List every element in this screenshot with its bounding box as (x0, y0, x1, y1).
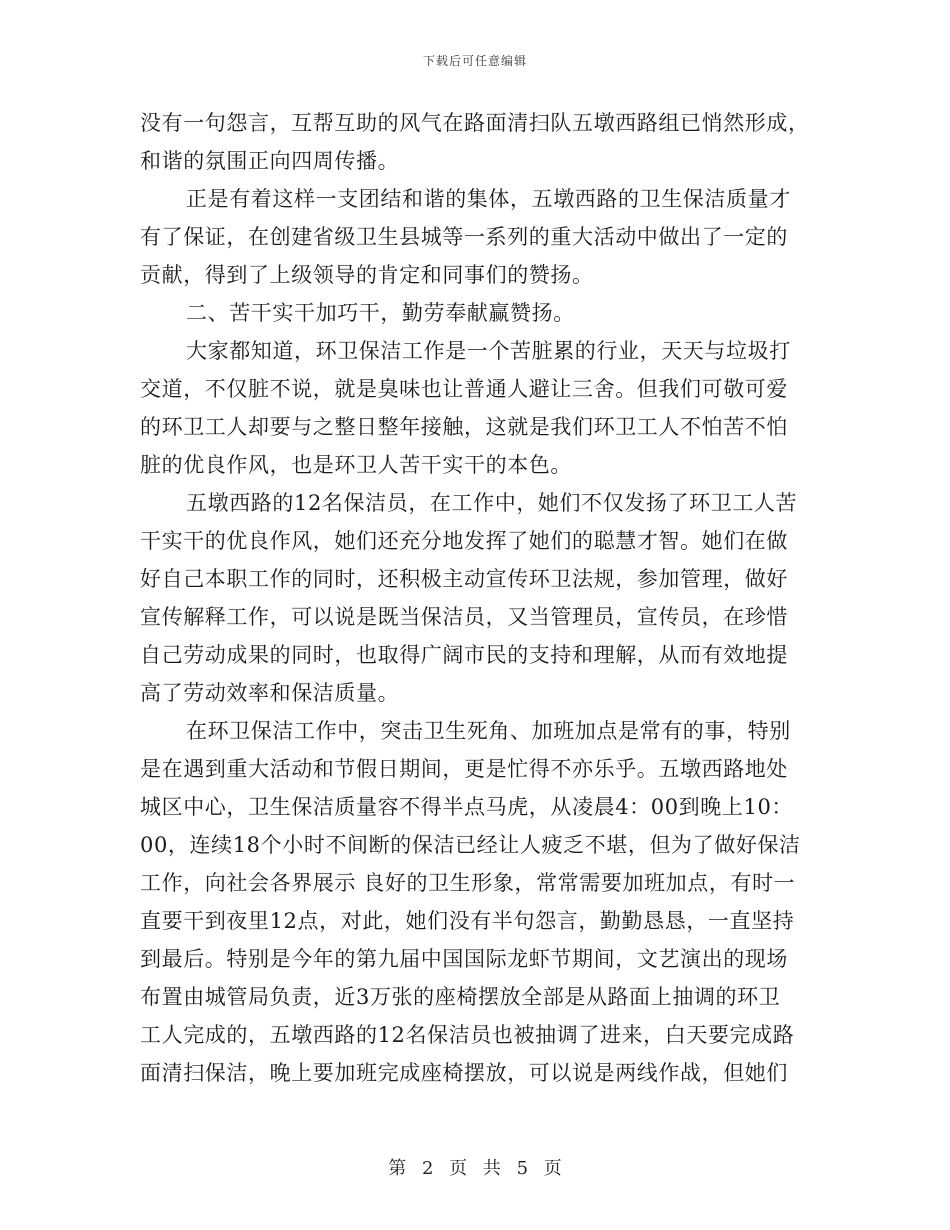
text-line: 脏的优良作风，也是环卫人苦干实干的本色。 (140, 453, 572, 477)
text-line: 面清扫保洁，晚上要加班完成座椅摆放，可以说是两线作战，但她们 (140, 1061, 788, 1085)
footer-di: 第 (388, 1158, 407, 1179)
text-line: 干实干的优良作风，她们还充分地发挥了她们的聪慧才智。她们在做 (140, 529, 788, 553)
text-line: 高了劳动效率和保洁质量。 (140, 681, 400, 705)
text-line: 贡献，得到了上级领导的肯定和同事们的赞扬。 (140, 263, 594, 287)
footer-ye: 页 (449, 1158, 468, 1179)
page-footer (0, 1154, 950, 1180)
text-line: 大家都知道，环卫保洁工作是一个苦脏累的行业，天天与垃圾打 (186, 339, 791, 363)
text-line: 好自己本职工作的同时，还积极主动宣传环卫法规，参加管理，做好 (140, 567, 788, 591)
text-line: 没有一句怨言，互帮互助的风气在路面清扫队五墩西路组已悄然形成， (140, 111, 810, 135)
text-line: 工作，向社会各界展示 良好的卫生形象，常常需要加班加点，有时一 (140, 871, 796, 895)
text-line: 直要干到夜里12点，对此，她们没有半句怨言，勤勤恳恳，一直坚持 (140, 909, 795, 933)
text-line: 城区中心，卫生保洁质量容不得半点马虎，从凌晨4：00到晚上10： (140, 795, 794, 819)
footer-ye2: 页 (543, 1158, 562, 1179)
document-body (140, 104, 810, 1092)
text-line: 五墩西路的12名保洁员，在工作中，她们不仅发扬了环卫工人苦 (186, 491, 798, 515)
footer-page-number: 2 (421, 1158, 434, 1179)
text-line: 宣传解释工作，可以说是既当保洁员，又当管理员，宣传员，在珍惜 (140, 605, 788, 629)
text-line: 在环卫保洁工作中，突击卫生死角、加班加点是常有的事，特别 (186, 719, 791, 743)
page-header-note: 下载后可任意编辑 (422, 54, 527, 68)
footer-total-pages: 5 (516, 1158, 529, 1179)
text-line: 和谐的氛围正向四周传播。 (140, 149, 400, 173)
text-line: 交道，不仅脏不说，就是臭味也让普通人避让三舍。但我们可敬可爱 (140, 377, 788, 401)
text-line: 工人完成的，五墩西路的12名保洁员也被抽调了进来，白天要完成路 (140, 1023, 795, 1047)
text-line: 有了保证，在创建省级卫生县城等一系列的重大活动中做出了一定的 (140, 225, 788, 249)
text-line: 布置由城管局负责，近3万张的座椅摆放全部是从路面上抽调的环卫 (140, 985, 781, 1009)
text-line: 00，连续18个小时不间断的保洁已经让人疲乏不堪，但为了做好保洁 (140, 833, 801, 857)
text-line: 自己劳动成果的同时，也取得广阔市民的支持和理解，从而有效地提 (140, 643, 788, 667)
text-line: 的环卫工人却要与之整日整年接触，这就是我们环卫工人不怕苦不怕 (140, 415, 788, 439)
text-line: 到最后。特别是今年的第九届中国国际龙虾节期间，文艺演出的现场 (140, 947, 788, 971)
text-line: 是在遇到重大活动和节假日期间，更是忙得不亦乐乎。五墩西路地处 (140, 757, 788, 781)
text-line: 正是有着这样一支团结和谐的集体，五墩西路的卫生保洁质量才 (186, 187, 791, 211)
footer-gong: 共 (482, 1158, 501, 1179)
text-line: 二、苦干实干加巧干，勤劳奉献赢赞扬。 (186, 301, 575, 325)
